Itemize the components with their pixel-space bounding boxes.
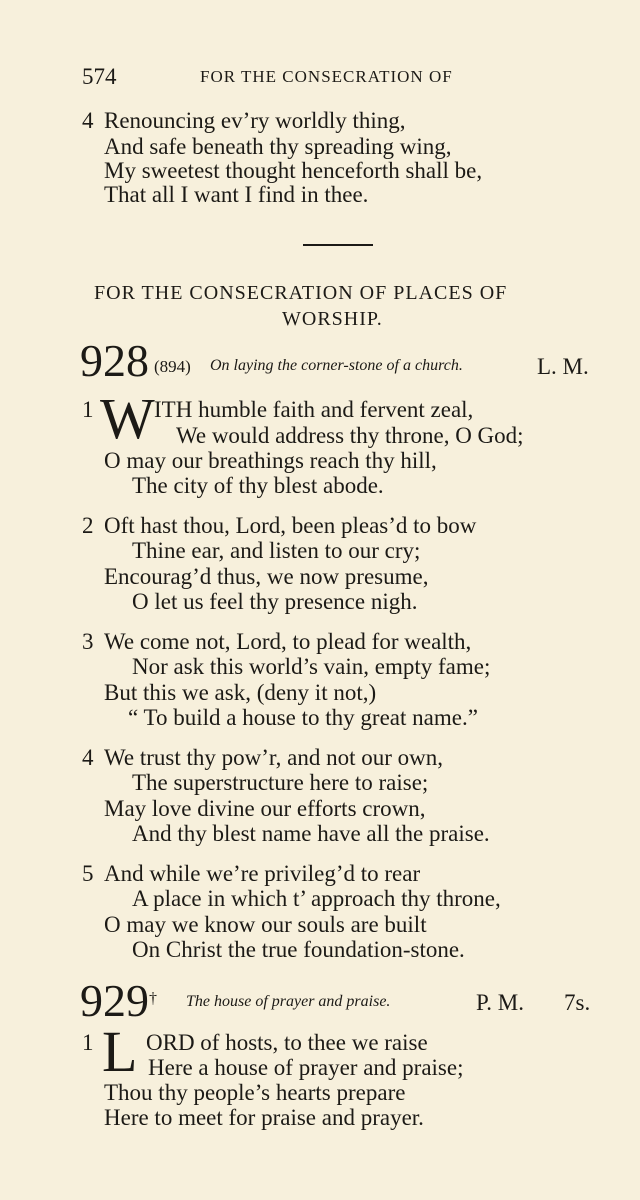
verse-line: May love divine our efforts crown, [104, 796, 426, 821]
verse-line: ITH humble faith and fervent zeal, [154, 397, 474, 422]
verse-line: A place in which t’ approach thy throne, [132, 886, 501, 911]
hymn-caption: On laying the corner-stone of a church. [210, 357, 463, 374]
verse-line: O let us feel thy presence nigh. [132, 589, 418, 614]
section-divider [303, 244, 373, 246]
hymn-number: 928 [80, 335, 149, 386]
stanza-number: 4 [82, 108, 94, 133]
verse-line: Encourag’d thus, we now presume, [104, 564, 429, 589]
hymn-number [80, 975, 157, 1026]
hymn-meter: P. M. [476, 990, 524, 1015]
section-title-line1: FOR THE CONSECRATION OF PLACES OF [94, 282, 508, 304]
verse-line: O may we know our souls are built [104, 912, 427, 937]
verse-line: We trust thy pow’r, and not our own, [104, 745, 443, 770]
drop-cap: W [100, 386, 155, 451]
verse-line: On Christ the true foundation-stone. [132, 937, 465, 962]
verse-line: O may our breathings reach thy hill, [104, 448, 437, 473]
stanza-number: 5 [82, 861, 94, 886]
stanza-number: 2 [82, 513, 94, 538]
running-head: FOR THE CONSECRATION OF [200, 67, 453, 86]
verse-line: Renouncing ev’ry worldly thing, [104, 108, 406, 133]
verse-line: And thy blest name have all the praise. [132, 821, 490, 846]
tune-reference: (894) [154, 357, 191, 376]
hymn-meter-secondary: 7s. [564, 990, 591, 1015]
drop-cap: L [102, 1019, 138, 1084]
section-title-line2: WORSHIP. [282, 308, 383, 330]
verse-line: Nor ask this world’s vain, empty fame; [132, 654, 491, 679]
verse-line: That all I want I find in thee. [104, 182, 369, 207]
stanza-number: 1 [82, 397, 94, 422]
verse-line: We come not, Lord, to plead for wealth, [104, 629, 472, 654]
stanza-number: 3 [82, 629, 94, 654]
verse-line: We would address thy throne, O God; [176, 423, 524, 448]
verse-line: And safe beneath thy spreading wing, [104, 134, 452, 159]
verse-line: And while we’re privileg’d to rear [104, 861, 421, 886]
dagger-mark: † [149, 990, 157, 1007]
verse-line: My sweetest thought henceforth shall be, [104, 158, 483, 183]
hymn-caption: The house of prayer and praise. [186, 993, 391, 1010]
hymn-meter: L. M. [537, 354, 589, 379]
stanza-number: 1 [82, 1030, 94, 1055]
verse-line: Here to meet for praise and prayer. [104, 1105, 424, 1130]
verse-line: Thine ear, and listen to our cry; [132, 538, 421, 563]
hymn-number-digits: 929 [80, 975, 149, 1026]
verse-line: ORD of hosts, to thee we raise [146, 1030, 428, 1055]
verse-line: “ To build a house to thy great name.” [128, 705, 478, 730]
verse-line: Thou thy people’s hearts prepare [104, 1080, 406, 1105]
verse-line: The city of thy blest abode. [132, 473, 384, 498]
stanza-number: 4 [82, 745, 94, 770]
verse-line: The superstructure here to raise; [132, 770, 429, 795]
page-number: 574 [82, 64, 117, 89]
verse-line: But this we ask, (deny it not,) [104, 680, 377, 705]
verse-line: Here a house of prayer and praise; [148, 1055, 464, 1080]
verse-line: Oft hast thou, Lord, been pleas’d to bow [104, 513, 477, 538]
